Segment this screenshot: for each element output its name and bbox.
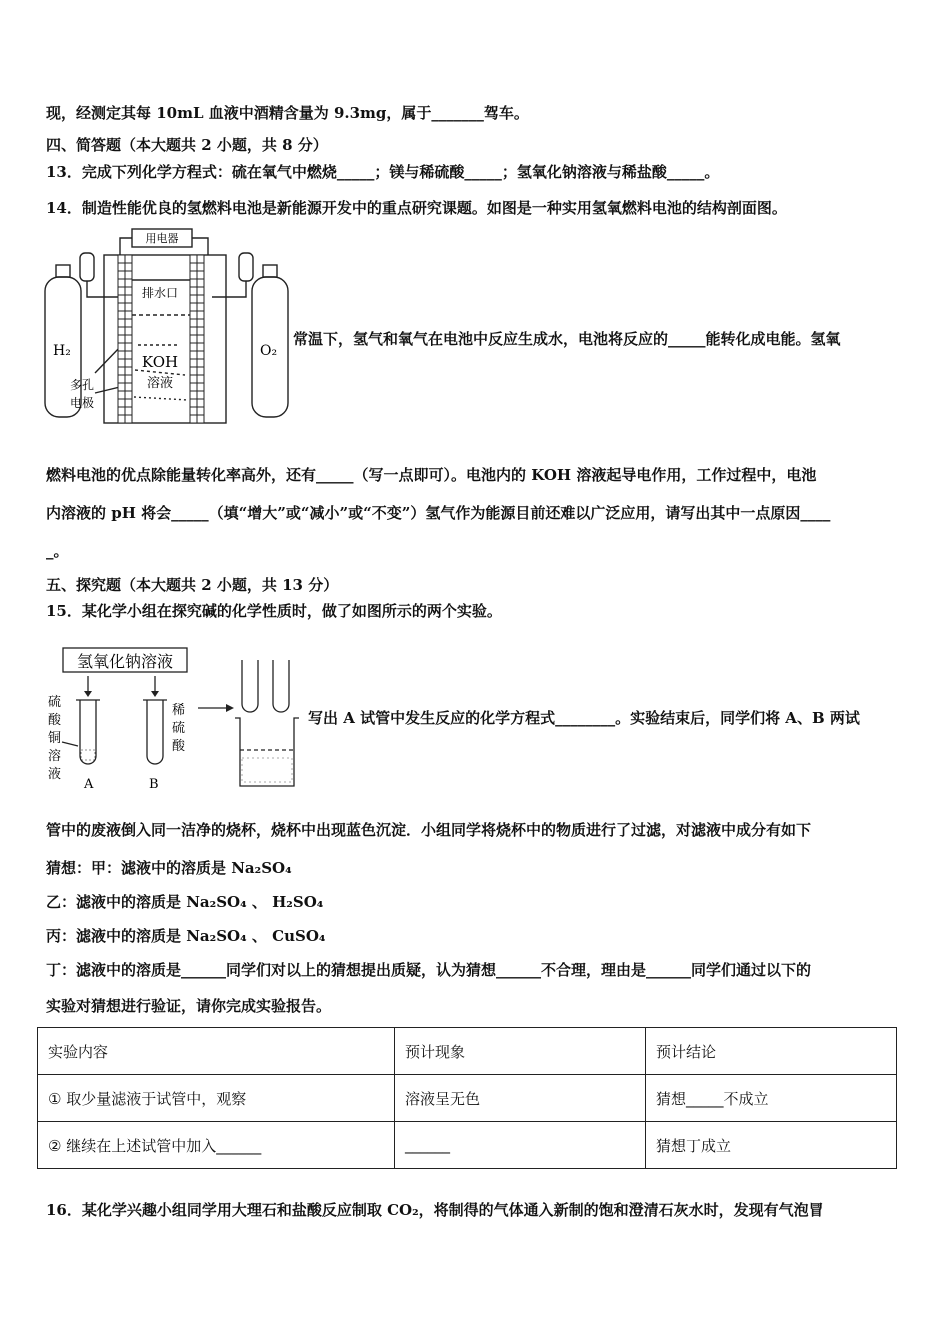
question-14: 14．制造性能优良的氢燃料电池是新能源开发中的重点研究课题。如图是一种实用氢氧燃料电池的结构剖面图。 (46, 199, 787, 217)
header-cell-phenomenon: 预计现象 (395, 1028, 646, 1075)
text-line-17: 实验对猜想进行验证，请你完成实验报告。 (46, 997, 332, 1015)
o2-label: O₂ (260, 343, 278, 359)
tube-a-label: A (84, 777, 94, 792)
table-cell: ② 继续在上述试管中加入______ (38, 1122, 395, 1169)
right-label-char-2: 硫 (172, 721, 186, 736)
test-tube-figure (48, 646, 308, 794)
text-line-6: 燃料电池的优点除能量转化率高外，还有_____（写一点即可）。电池内的 KOH 溶液起导电作用，工作过程中，电池 (46, 466, 817, 484)
question-15: 15．某化学小组在探究碱的化学性质时，做了如图所示的两个实验。 (46, 602, 502, 620)
guess-bing: 丙：滤液中的溶质是 Na₂SO₄ 、 CuSO₄ (46, 927, 326, 945)
left-label-char-3: 铜 (48, 731, 62, 746)
fuel-cell-diagram (40, 225, 290, 430)
text-line-11: 写出 A 试管中发生反应的化学方程式________。实验结束后，同学们将 A、B 两试 (308, 709, 860, 727)
left-label-char-1: 硫 (48, 695, 62, 710)
table-cell: 溶液呈无色 (395, 1075, 646, 1122)
table-row (38, 1075, 897, 1122)
right-label-char-1: 稀 (172, 703, 186, 718)
header-cell-content: 实验内容 (38, 1028, 395, 1075)
solution-label: 溶液 (146, 376, 174, 391)
table-cell: ______ (395, 1122, 646, 1169)
text-line-1: 现，经测定其每 10mL 血液中酒精含量为 9.3mg，属于_______驾车。 (46, 104, 529, 122)
text-line-12: 管中的废液倒入同一洁净的烧杯，烧杯中出现蓝色沉淀．小组同学将烧杯中的物质进行了过滤，对滤液中成分有如下 (46, 821, 812, 839)
question-13: 13．完成下列化学方程式：硫在氧气中燃烧_____；镁与稀硫酸_____；氢氧化钠溶液与稀盐酸_____。 (46, 163, 720, 181)
question-16: 16．某化学兴趣小组同学用大理石和盐酸反应制取 CO₂，将制得的气体通入新制的饱和澄清石灰水时，发现有气泡冒 (46, 1201, 824, 1219)
electrode-label-2: 电极 (70, 396, 95, 410)
section-heading-4: 四、简答题（本大题共 2 小题，共 8 分） (46, 136, 328, 154)
text-line-5: 常温下，氢气和氧气在电池中反应生成水，电池将反应的_____能转化成电能。氢氧 (293, 330, 841, 348)
table-cell: 猜想丁成立 (646, 1122, 897, 1169)
guess-yi: 乙：滤液中的溶质是 Na₂SO₄ 、 H₂SO₄ (46, 893, 324, 911)
outlet-label: 排水口 (141, 286, 179, 300)
device-label: 用电器 (145, 232, 179, 245)
left-label-char-5: 液 (48, 767, 62, 782)
table-cell: ① 取少量滤液于试管中，观察 (38, 1075, 395, 1122)
section-heading-5: 五、探究题（本大题共 2 小题，共 13 分） (46, 576, 339, 594)
guess-ding: 丁：滤液中的溶质是______同学们对以上的猜想提出质疑，认为猜想______不合理，理由是______同学们通过以下的 (46, 961, 812, 979)
table-cell: 猜想_____不成立 (646, 1075, 897, 1122)
table-row (38, 1122, 897, 1169)
left-label-char-2: 酸 (48, 713, 62, 728)
left-label-char-4: 溶 (48, 749, 62, 764)
experiment-report-table (37, 1027, 897, 1169)
koh-label: KOH (141, 353, 179, 371)
right-label-char-3: 酸 (172, 739, 186, 754)
tube-b-label: B (149, 777, 159, 792)
table-header-row (38, 1028, 897, 1075)
fuel-cell-figure (40, 225, 290, 430)
reagent-label: 氢氧化钠溶液 (76, 652, 174, 671)
text-line-8: _。 (46, 542, 69, 560)
text-line-7: 内溶液的 pH 将会_____（填“增大”或“减小”或“不变”）氢气作为能源目前还难以广泛应用，请写出其中一点原因____ (46, 504, 831, 522)
test-tube-diagram (48, 646, 308, 794)
guess-jia: 猜想：甲：滤液中的溶质是 Na₂SO₄ (46, 859, 292, 877)
electrode-label-1: 多孔 (70, 378, 95, 392)
header-cell-conclusion: 预计结论 (646, 1028, 897, 1075)
h2-label: H₂ (53, 343, 71, 359)
